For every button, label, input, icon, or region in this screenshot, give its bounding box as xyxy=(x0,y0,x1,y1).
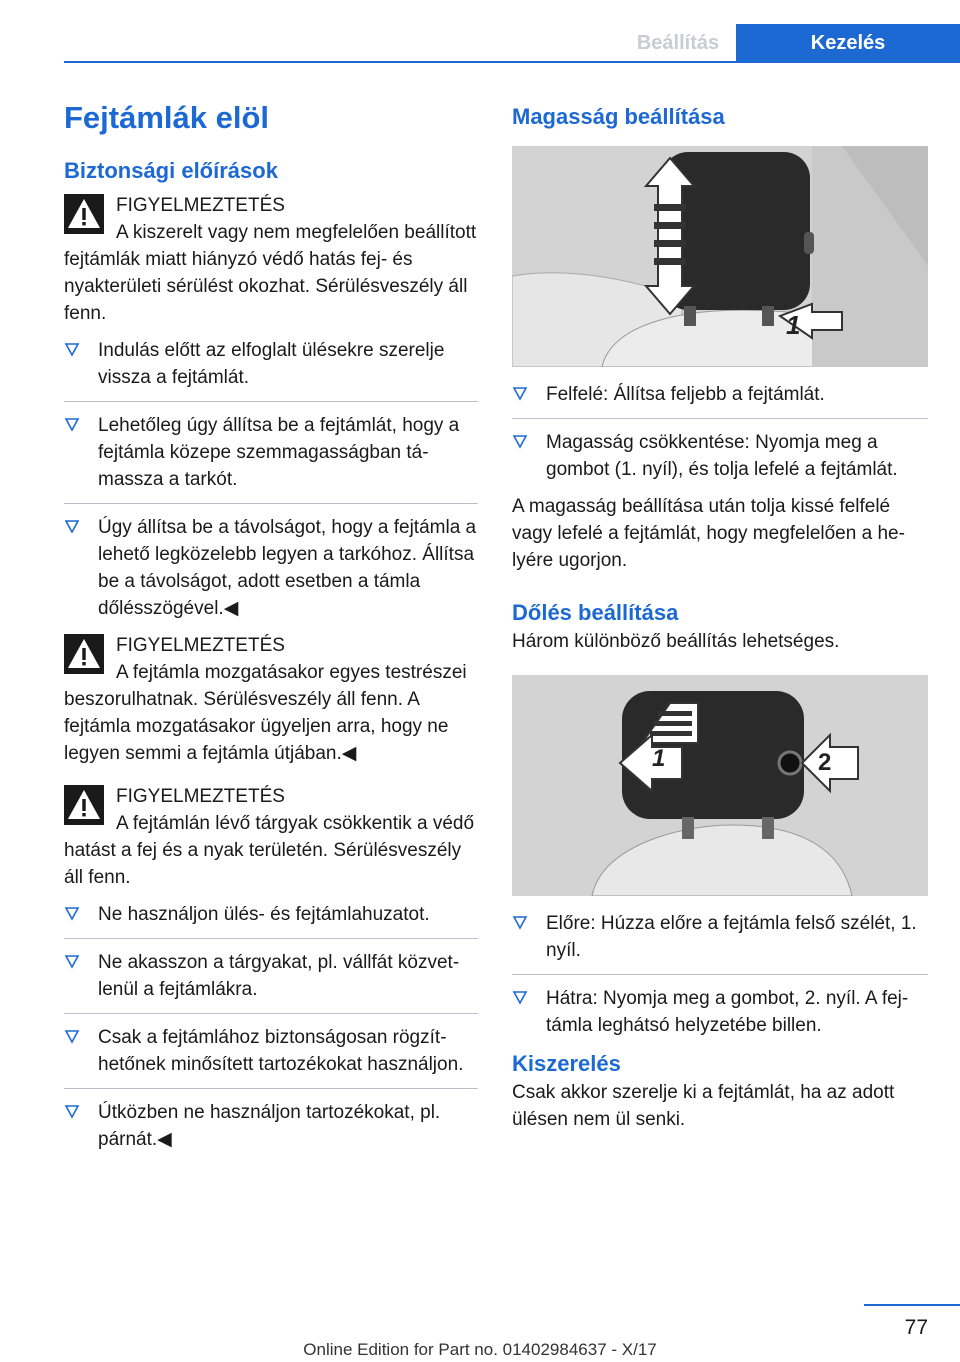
paragraph-removal: Csak akkor szerelje ki a fejtámlát, ha az adott ülésen nem ül senki. xyxy=(512,1082,895,1130)
warning-triangle-icon xyxy=(64,634,104,674)
tab-beallitas[interactable]: Beállítás xyxy=(636,31,720,54)
bullet-triangle-icon xyxy=(512,990,528,1006)
header-tabs xyxy=(620,24,960,62)
list-item: Ne akasszon a tárgyakat, pl. vállfát közvetlenül a fejtámlákra. xyxy=(64,949,478,1003)
page-number: 77 xyxy=(904,1316,928,1339)
list-item: Úgy állítsa be a távolságot, hogy a fejtámla a lehető legközelebb legyen a tarkóhoz. Állítsa be a távolságot, adott esetben a támla dőlésszögével.◀ xyxy=(64,514,478,622)
bullet-triangle-icon xyxy=(64,342,80,358)
divider xyxy=(512,974,928,975)
warning-title: FIGYELMEZTETÉS xyxy=(116,635,285,656)
bullet-triangle-icon xyxy=(64,954,80,970)
bullet-triangle-icon xyxy=(64,417,80,433)
left-column xyxy=(64,98,478,1163)
headrest-height-illustration xyxy=(512,146,928,367)
headrest-height-drawing xyxy=(512,146,928,367)
divider xyxy=(64,1013,478,1014)
footer-rule xyxy=(864,1304,960,1306)
warning-body: A kiszerelt vagy nem megfelelően beállított fejtámlák miatt hiányzó védő hatás fej- és nyakterületi sérülést okozhat. Sérülésveszély áll fenn. xyxy=(64,222,477,324)
tab-kezeles[interactable]: Kezelés xyxy=(736,24,960,62)
warning-triangle-icon xyxy=(64,194,104,234)
bullet-list-height xyxy=(512,381,928,483)
divider xyxy=(512,418,928,419)
bullet-triangle-icon xyxy=(512,434,528,450)
bullet-list-1 xyxy=(64,337,478,622)
list-item: Magasság csökkentése: Nyomja meg a gombot (1. nyíl), és tolja lefelé a fejtámlát. xyxy=(512,429,928,483)
list-item: Útközben ne használjon tartozékokat, pl. párnát.◀ xyxy=(64,1099,478,1153)
warning-title: FIGYELMEZTETÉS xyxy=(116,786,285,807)
divider xyxy=(64,1088,478,1089)
warning-block-2 xyxy=(64,632,478,767)
bullet-triangle-icon xyxy=(512,386,528,402)
section-title-removal: Kiszerelés xyxy=(512,1051,621,1076)
paragraph-height-note: A magasság beállítása után tolja kissé felfelé vagy lefelé a fejtámlát, hogy megfelelően a helyére ugorjon. xyxy=(512,496,905,571)
section-title-height: Magasság beállítása xyxy=(512,104,725,129)
bullet-triangle-icon xyxy=(64,906,80,922)
bullet-triangle-icon xyxy=(64,1029,80,1045)
list-item: Felfelé: Állítsa feljebb a fejtámlát. xyxy=(512,381,928,408)
warning-body: A fejtámlán lévő tárgyak csökkentik a védő hatást a fej és a nyak területén. Sérülésveszély áll fenn. xyxy=(64,813,475,888)
headrest-tilt-drawing xyxy=(512,675,928,896)
section-title-tilt: Dőlés beállítása xyxy=(512,600,679,625)
list-item: Indulás előtt az elfoglalt ülésekre szerelje vissza a fejtámlát. xyxy=(64,337,478,391)
image-label-1: 1 xyxy=(786,310,801,340)
section-title-safety: Biztonsági előírások xyxy=(64,158,278,183)
divider xyxy=(64,503,478,504)
bullet-list-2 xyxy=(64,901,478,1153)
right-column xyxy=(512,98,928,1133)
warning-title: FIGYELMEZTETÉS xyxy=(116,195,285,216)
warning-block-1 xyxy=(64,192,478,327)
list-item: Hátra: Nyomja meg a gombot, 2. nyíl. A fejtámla leghátsó helyzetébe billen. xyxy=(512,985,928,1039)
bullet-triangle-icon xyxy=(512,915,528,931)
list-item: Csak a fejtámlához biztonságosan rögzíthetőnek minősített tartozékokat használjon. xyxy=(64,1024,478,1078)
bullet-list-tilt xyxy=(512,910,928,1039)
warning-block-3 xyxy=(64,783,478,891)
image-label-2: 2 xyxy=(818,749,832,776)
list-item: Lehetőleg úgy állítsa be a fejtámlát, hogy a fejtámla közepe szemmagasságban támassza a tarkót. xyxy=(64,412,478,493)
paragraph-tilt-intro: Három különböző beállítás lehetséges. xyxy=(512,631,840,652)
bullet-triangle-icon xyxy=(64,519,80,535)
header-rule xyxy=(64,61,960,63)
bullet-triangle-icon xyxy=(64,1104,80,1120)
page-title: Fejtámlák elöl xyxy=(64,100,270,135)
divider xyxy=(64,401,478,402)
warning-triangle-icon xyxy=(64,785,104,825)
warning-body: A fejtámla mozgatásakor egyes testrészei beszorulhatnak. Sérülésveszély áll fenn. A fejtámla mozgatásakor ügyeljen arra, hogy ne legyen semmi a fejtámla útjában.◀ xyxy=(64,662,467,764)
edition-footer: Online Edition for Part no. 01402984637 - X/17 xyxy=(303,1340,657,1359)
list-item: Ne használjon ülés- és fejtámlahuzatot. xyxy=(64,901,478,928)
list-item: Előre: Húzza előre a fejtámla felső szélét, 1. nyíl. xyxy=(512,910,928,964)
image-label-1: 1 xyxy=(652,745,666,772)
divider xyxy=(64,938,478,939)
headrest-tilt-illustration xyxy=(512,675,928,896)
